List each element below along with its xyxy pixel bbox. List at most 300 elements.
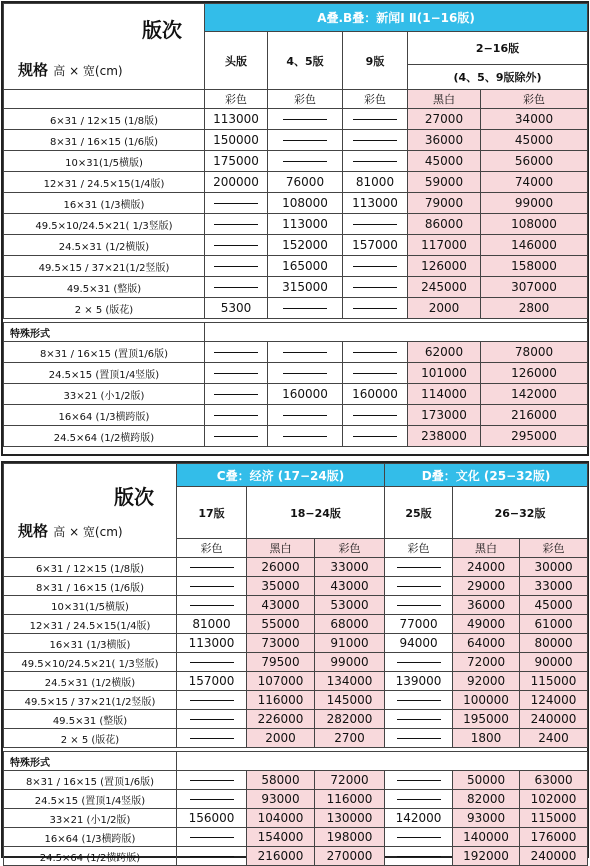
col-front-page: 头版 <box>205 32 268 90</box>
table-row <box>4 634 588 653</box>
dash-mark <box>190 856 234 857</box>
not-available-cell <box>177 847 247 866</box>
price-cell: 59000 <box>408 172 481 193</box>
price-cell: 2000 <box>247 729 315 748</box>
price-cell: 173000 <box>408 405 481 426</box>
dash-mark <box>214 245 258 246</box>
not-available-cell <box>385 558 453 577</box>
price-cell: 73000 <box>247 634 315 653</box>
price-cell: 126000 <box>408 256 481 277</box>
dash-mark <box>283 140 327 141</box>
price-cell: 116000 <box>315 790 385 809</box>
not-available-cell <box>343 363 408 384</box>
price-cell: 45000 <box>481 130 588 151</box>
price-cell: 270000 <box>315 847 385 866</box>
dash-mark <box>397 567 441 568</box>
table-row <box>4 847 588 866</box>
not-available-cell <box>205 363 268 384</box>
spec-cell: 24.5×31 (1/2横版) <box>4 235 205 256</box>
dash-mark <box>283 161 327 162</box>
ab-stack-price-panel <box>1 1 589 456</box>
price-cell: 146000 <box>481 235 588 256</box>
not-available-cell <box>205 235 268 256</box>
table-row <box>4 596 588 615</box>
not-available-cell <box>177 577 247 596</box>
dash-mark <box>214 203 258 204</box>
spec-cell: 49.5×10/24.5×21( 1/3竖版) <box>4 214 205 235</box>
not-available-cell <box>385 691 453 710</box>
not-available-cell <box>343 405 408 426</box>
spec-cell: 8×31 / 16×15 (1/6版) <box>4 577 177 596</box>
price-cell: 81000 <box>177 615 247 634</box>
price-cell: 145000 <box>315 691 385 710</box>
price-cell: 160000 <box>268 384 343 405</box>
table-row <box>4 130 588 151</box>
price-cell: 58000 <box>247 771 315 790</box>
not-available-cell <box>205 342 268 363</box>
not-available-cell <box>205 426 268 447</box>
price-cell: 115000 <box>520 672 588 691</box>
special-format-label: 特殊形式 <box>4 323 205 342</box>
spec-cell: 49.5×31 (整版) <box>4 710 177 729</box>
dash-mark <box>397 738 441 739</box>
dash-mark <box>190 837 234 838</box>
price-cell: 130000 <box>315 809 385 828</box>
price-cell: 36000 <box>453 596 520 615</box>
dash-mark <box>283 119 327 120</box>
table-row <box>4 577 588 596</box>
price-cell: 68000 <box>315 615 385 634</box>
price-cell: 99000 <box>481 193 588 214</box>
price-cell: 157000 <box>343 235 408 256</box>
spec-cell: 49.5×15 / 37×21(1/2竖版) <box>4 256 205 277</box>
dash-mark <box>283 415 327 416</box>
dash-mark <box>353 436 397 437</box>
dash-mark <box>190 719 234 720</box>
dash-mark <box>190 662 234 663</box>
not-available-cell <box>385 596 453 615</box>
table-row <box>4 426 588 447</box>
price-cell: 104000 <box>247 809 315 828</box>
not-available-cell <box>343 151 408 172</box>
price-cell: 134000 <box>315 672 385 691</box>
dash-mark <box>214 266 258 267</box>
price-cell: 113000 <box>205 109 268 130</box>
price-cell: 2700 <box>315 729 385 748</box>
price-cell: 139000 <box>385 672 453 691</box>
price-cell: 156000 <box>177 809 247 828</box>
not-available-cell <box>268 426 343 447</box>
spec-cell: 12×31 / 24.5×15(1/4版) <box>4 172 205 193</box>
table-row <box>4 235 588 256</box>
not-available-cell <box>268 363 343 384</box>
price-cell: 33000 <box>315 558 385 577</box>
table-row <box>4 771 588 790</box>
price-cell: 45000 <box>520 596 588 615</box>
price-cell: 81000 <box>343 172 408 193</box>
price-cell: 76000 <box>268 172 343 193</box>
not-available-cell <box>385 771 453 790</box>
price-cell: 24000 <box>453 558 520 577</box>
not-available-cell <box>177 729 247 748</box>
dash-mark <box>283 352 327 353</box>
price-cell: 63000 <box>520 771 588 790</box>
not-available-cell <box>385 710 453 729</box>
price-cell: 216000 <box>481 405 588 426</box>
not-available-cell <box>268 342 343 363</box>
dash-mark <box>397 837 441 838</box>
price-cell: 117000 <box>408 235 481 256</box>
price-cell: 93000 <box>247 790 315 809</box>
not-available-cell <box>385 729 453 748</box>
table-row <box>4 691 588 710</box>
price-cell: 157000 <box>177 672 247 691</box>
dash-mark <box>190 700 234 701</box>
price-cell: 78000 <box>481 342 588 363</box>
price-cell: 92000 <box>453 672 520 691</box>
col-pages-18-24: 18−24版 <box>247 487 385 539</box>
price-cell: 5300 <box>205 298 268 319</box>
not-available-cell <box>177 558 247 577</box>
price-cell: 307000 <box>481 277 588 298</box>
price-cell: 192000 <box>453 847 520 866</box>
not-available-cell <box>343 298 408 319</box>
price-cell: 53000 <box>315 596 385 615</box>
table-row <box>4 405 588 426</box>
d-stack-group-header: D叠：文化 (25−32版) <box>385 464 588 487</box>
table-row <box>4 109 588 130</box>
price-cell: 245000 <box>408 277 481 298</box>
price-cell: 100000 <box>453 691 520 710</box>
not-available-cell <box>268 298 343 319</box>
col-pages-2-16: 2−16版 <box>408 32 588 65</box>
cd-stack-price-table <box>3 463 588 866</box>
dash-mark <box>353 119 397 120</box>
price-cell: 43000 <box>315 577 385 596</box>
not-available-cell <box>177 691 247 710</box>
price-cell: 140000 <box>453 828 520 847</box>
dash-mark <box>353 140 397 141</box>
spec-cell: 12×31 / 24.5×15(1/4版) <box>4 615 177 634</box>
not-available-cell <box>205 277 268 298</box>
dash-mark <box>353 266 397 267</box>
price-cell: 240000 <box>520 847 588 866</box>
price-cell: 79500 <box>247 653 315 672</box>
dash-mark <box>353 352 397 353</box>
dash-mark <box>283 436 327 437</box>
dash-mark <box>353 373 397 374</box>
not-available-cell <box>268 109 343 130</box>
price-cell: 80000 <box>520 634 588 653</box>
table-row <box>4 615 588 634</box>
dash-mark <box>214 415 258 416</box>
spec-cell: 24.5×31 (1/2横版) <box>4 672 177 691</box>
color-mode-header: 黑白 <box>247 539 315 558</box>
dash-mark <box>397 605 441 606</box>
edition-heading: 版次 <box>142 17 182 42</box>
special-format-label: 特殊形式 <box>4 752 177 771</box>
price-cell: 200000 <box>205 172 268 193</box>
not-available-cell <box>343 342 408 363</box>
price-cell: 90000 <box>520 653 588 672</box>
price-cell: 158000 <box>481 256 588 277</box>
not-available-cell <box>268 151 343 172</box>
not-available-cell <box>343 256 408 277</box>
dash-mark <box>283 373 327 374</box>
table-row <box>4 672 588 691</box>
price-cell: 195000 <box>453 710 520 729</box>
spec-cell: 6×31 / 12×15 (1/8版) <box>4 558 177 577</box>
cd-stack-special-rows <box>4 771 588 866</box>
spec-cell: 8×31 / 16×15 (置顶1/6版) <box>4 342 205 363</box>
price-cell: 198000 <box>315 828 385 847</box>
ab-stack-price-table <box>3 3 588 447</box>
price-cell: 107000 <box>247 672 315 691</box>
not-available-cell <box>385 847 453 866</box>
dash-mark <box>214 287 258 288</box>
price-cell: 114000 <box>408 384 481 405</box>
table-row <box>4 363 588 384</box>
dash-mark <box>214 373 258 374</box>
price-cell: 113000 <box>268 214 343 235</box>
dash-mark <box>397 586 441 587</box>
corner-header <box>4 464 177 558</box>
not-available-cell <box>205 256 268 277</box>
col-page-9: 9版 <box>343 32 408 90</box>
price-cell: 2800 <box>481 298 588 319</box>
price-cell: 165000 <box>268 256 343 277</box>
price-cell: 2400 <box>520 729 588 748</box>
dash-mark <box>397 662 441 663</box>
spec-cell: 49.5×15 / 37×21(1/2竖版) <box>4 691 177 710</box>
spec-cell: 6×31 / 12×15 (1/8版) <box>4 109 205 130</box>
dash-mark <box>353 287 397 288</box>
color-mode-header: 彩色 <box>177 539 247 558</box>
price-cell: 50000 <box>453 771 520 790</box>
price-cell: 113000 <box>177 634 247 653</box>
not-available-cell <box>177 771 247 790</box>
spec-cell: 16×31 (1/3横版) <box>4 634 177 653</box>
cd-stack-rows <box>4 558 588 748</box>
spec-cell: 33×21 (小1/2版) <box>4 384 205 405</box>
dash-mark <box>190 586 234 587</box>
table-row <box>4 214 588 235</box>
not-available-cell <box>343 214 408 235</box>
dash-mark <box>190 780 234 781</box>
corner-header <box>4 4 205 90</box>
not-available-cell <box>385 577 453 596</box>
price-cell: 49000 <box>453 615 520 634</box>
dash-mark <box>214 436 258 437</box>
color-mode-header: 彩色 <box>205 90 268 109</box>
ab-stack-rows <box>4 109 588 319</box>
spec-cell: 49.5×10/24.5×21( 1/3竖版) <box>4 653 177 672</box>
price-cell: 72000 <box>315 771 385 790</box>
c-stack-group-header: C叠：经济 (17−24版) <box>177 464 385 487</box>
price-cell: 45000 <box>408 151 481 172</box>
not-available-cell <box>205 405 268 426</box>
not-available-cell <box>177 828 247 847</box>
price-cell: 116000 <box>247 691 315 710</box>
table-row <box>4 193 588 214</box>
price-cell: 154000 <box>247 828 315 847</box>
price-cell: 74000 <box>481 172 588 193</box>
table-row <box>4 256 588 277</box>
col-pages-26-32: 26−32版 <box>453 487 588 539</box>
not-available-cell <box>385 790 453 809</box>
dash-mark <box>283 308 327 309</box>
dash-mark <box>397 780 441 781</box>
price-cell: 82000 <box>453 790 520 809</box>
dash-mark <box>214 352 258 353</box>
table-row <box>4 384 588 405</box>
table-row <box>4 277 588 298</box>
color-mode-header: 彩色 <box>385 539 453 558</box>
spec-cell: 24.5×64 (1/2横跨版) <box>4 847 177 866</box>
dash-mark <box>397 719 441 720</box>
price-cell: 295000 <box>481 426 588 447</box>
not-available-cell <box>343 277 408 298</box>
not-available-cell <box>343 109 408 130</box>
price-cell: 86000 <box>408 214 481 235</box>
spec-cell: 16×64 (1/3横跨版) <box>4 405 205 426</box>
color-mode-header: 彩色 <box>268 90 343 109</box>
spec-cell: 10×31(1/5横版) <box>4 596 177 615</box>
spec-cell: 33×21 (小1/2版) <box>4 809 177 828</box>
spec-heading: 规格 高 × 宽(cm) <box>18 60 123 79</box>
price-cell: 142000 <box>481 384 588 405</box>
spec-cell: 2 × 5 (版花) <box>4 298 205 319</box>
price-cell: 238000 <box>408 426 481 447</box>
price-cell: 79000 <box>408 193 481 214</box>
price-cell: 93000 <box>453 809 520 828</box>
color-mode-header: 彩色 <box>315 539 385 558</box>
color-mode-header: 黑白 <box>408 90 481 109</box>
edition-heading: 版次 <box>114 484 154 509</box>
color-mode-header: 黑白 <box>453 539 520 558</box>
table-row <box>4 790 588 809</box>
spec-cell: 24.5×15 (置顶1/4竖版) <box>4 363 205 384</box>
not-available-cell <box>268 405 343 426</box>
price-cell: 56000 <box>481 151 588 172</box>
dash-mark <box>353 161 397 162</box>
ab-stack-special-rows <box>4 342 588 447</box>
price-cell: 30000 <box>520 558 588 577</box>
not-available-cell <box>343 130 408 151</box>
spec-cell: 8×31 / 16×15 (1/6版) <box>4 130 205 151</box>
table-row <box>4 729 588 748</box>
color-mode-header: 彩色 <box>520 539 588 558</box>
table-row <box>4 710 588 729</box>
col-pages-2-16-note: (4、5、9版除外) <box>408 65 588 90</box>
color-mode-header: 彩色 <box>343 90 408 109</box>
not-available-cell <box>177 596 247 615</box>
price-cell: 1800 <box>453 729 520 748</box>
dash-mark <box>397 856 441 857</box>
price-cell: 62000 <box>408 342 481 363</box>
price-cell: 108000 <box>268 193 343 214</box>
price-cell: 77000 <box>385 615 453 634</box>
not-available-cell <box>343 426 408 447</box>
dash-mark <box>190 605 234 606</box>
price-cell: 175000 <box>205 151 268 172</box>
not-available-cell <box>205 384 268 405</box>
spec-cell: 16×31 (1/3横版) <box>4 193 205 214</box>
spec-cell: 8×31 / 16×15 (置顶1/6版) <box>4 771 177 790</box>
price-cell: 315000 <box>268 277 343 298</box>
not-available-cell <box>177 790 247 809</box>
price-cell: 43000 <box>247 596 315 615</box>
price-cell: 226000 <box>247 710 315 729</box>
price-cell: 91000 <box>315 634 385 653</box>
price-cell: 64000 <box>453 634 520 653</box>
spec-cell: 24.5×15 (置顶1/4竖版) <box>4 790 177 809</box>
not-available-cell <box>385 828 453 847</box>
dash-mark <box>353 415 397 416</box>
price-cell: 29000 <box>453 577 520 596</box>
spec-cell: 2 × 5 (版花) <box>4 729 177 748</box>
spec-cell: 16×64 (1/3横跨版) <box>4 828 177 847</box>
price-cell: 108000 <box>481 214 588 235</box>
price-cell: 150000 <box>205 130 268 151</box>
price-cell: 72000 <box>453 653 520 672</box>
dash-mark <box>353 224 397 225</box>
dash-mark <box>214 224 258 225</box>
not-available-cell <box>268 130 343 151</box>
price-cell: 124000 <box>520 691 588 710</box>
dash-mark <box>190 567 234 568</box>
table-row <box>4 298 588 319</box>
price-cell: 142000 <box>385 809 453 828</box>
col-pages-4-5: 4、5版 <box>268 32 343 90</box>
price-cell: 55000 <box>247 615 315 634</box>
price-cell: 160000 <box>343 384 408 405</box>
price-cell: 101000 <box>408 363 481 384</box>
price-cell: 33000 <box>520 577 588 596</box>
spec-heading: 规格 高 × 宽(cm) <box>18 521 123 540</box>
table-row <box>4 558 588 577</box>
price-cell: 2000 <box>408 298 481 319</box>
price-cell: 102000 <box>520 790 588 809</box>
spec-cell: 10×31(1/5横版) <box>4 151 205 172</box>
col-page-17: 17版 <box>177 487 247 539</box>
price-cell: 61000 <box>520 615 588 634</box>
price-cell: 27000 <box>408 109 481 130</box>
ab-stack-group-header: A叠.B叠：新闻Ⅰ Ⅱ(1−16版) <box>205 4 588 32</box>
price-cell: 152000 <box>268 235 343 256</box>
table-row <box>4 172 588 193</box>
not-available-cell <box>385 653 453 672</box>
dash-mark <box>353 308 397 309</box>
price-cell: 99000 <box>315 653 385 672</box>
table-row <box>4 828 588 847</box>
price-cell: 126000 <box>481 363 588 384</box>
table-row <box>4 151 588 172</box>
price-cell: 94000 <box>385 634 453 653</box>
price-cell: 115000 <box>520 809 588 828</box>
price-cell: 35000 <box>247 577 315 596</box>
not-available-cell <box>205 214 268 235</box>
table-row <box>4 342 588 363</box>
dash-mark <box>190 799 234 800</box>
not-available-cell <box>177 653 247 672</box>
table-row <box>4 809 588 828</box>
price-cell: 36000 <box>408 130 481 151</box>
price-cell: 240000 <box>520 710 588 729</box>
price-cell: 282000 <box>315 710 385 729</box>
table-row <box>4 653 588 672</box>
price-cell: 216000 <box>247 847 315 866</box>
